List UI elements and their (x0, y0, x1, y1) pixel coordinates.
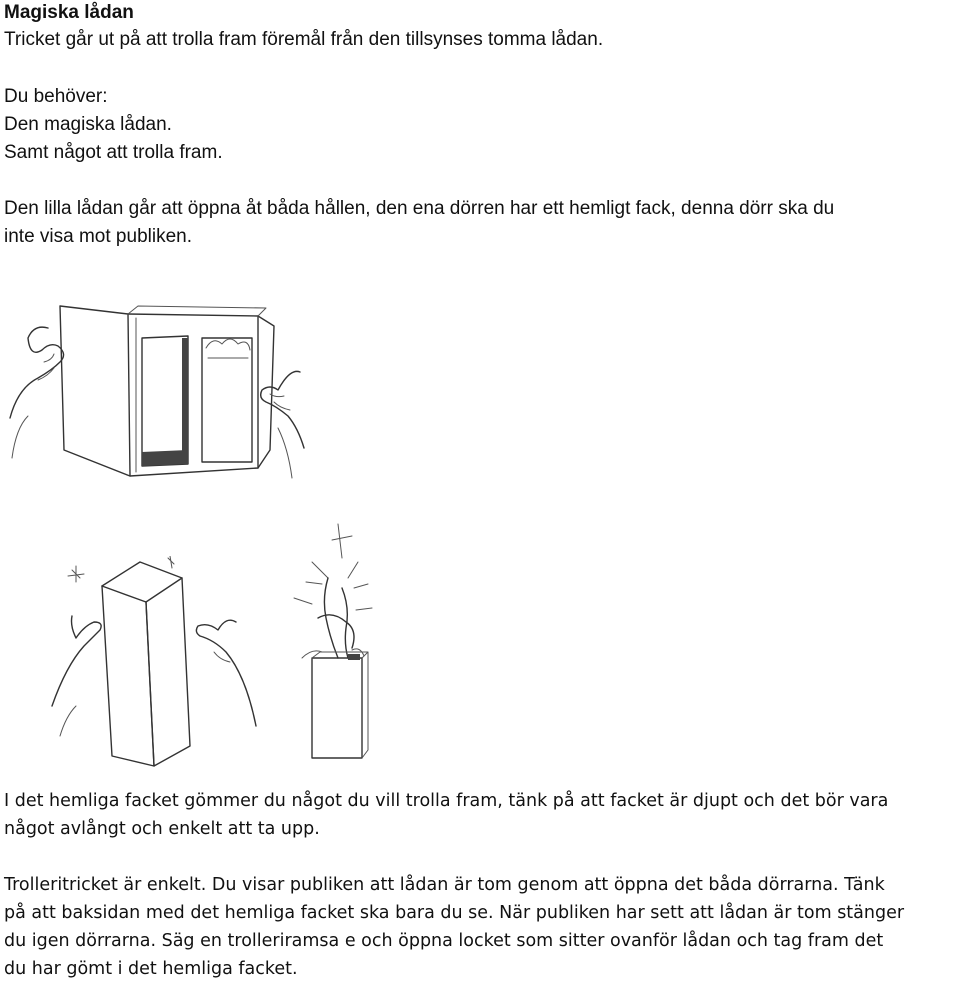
open-box-illustration (8, 298, 308, 490)
instructions-line: du igen dörrarna. Säg en trolleriramsa e och öppna locket som sitter ovanför lådan och tag fram det (4, 931, 884, 951)
instructions-line: Trolleritricket är enkelt. Du visar publiken att lådan är tom genom att öppna det båda dörrarna. Tänk (4, 875, 885, 895)
intro-text: Tricket går ut på att trolla fram föremål från den tillsynses tomma lådan. (4, 29, 604, 50)
document-title: Magiska lådan (4, 2, 134, 23)
instructions-line: du har gömt i det hemliga facket. (4, 959, 298, 979)
needs-item: Den magiska lådan. (4, 114, 172, 135)
needs-heading: Du behöver: (4, 86, 108, 107)
secret-compartment-line: I det hemliga facket gömmer du något du vill trolla fram, tänk på att facket är djupt och det bör vara (4, 791, 889, 811)
description-line: inte visa mot publiken. (4, 226, 192, 247)
reveal-box-illustration (272, 518, 392, 772)
secret-compartment-line: något avlångt och enkelt att ta upp. (4, 819, 320, 839)
needs-item: Samt något att trolla fram. (4, 142, 223, 163)
description-line: Den lilla lådan går att öppna åt båda hållen, den ena dörren har ett hemligt fack, denna dörr ska du (4, 198, 835, 219)
closed-box-illustration (50, 556, 260, 770)
instructions-line: på att baksidan med det hemliga facket ska bara du se. När publiken har sett att lådan är tom stänger (4, 903, 905, 923)
